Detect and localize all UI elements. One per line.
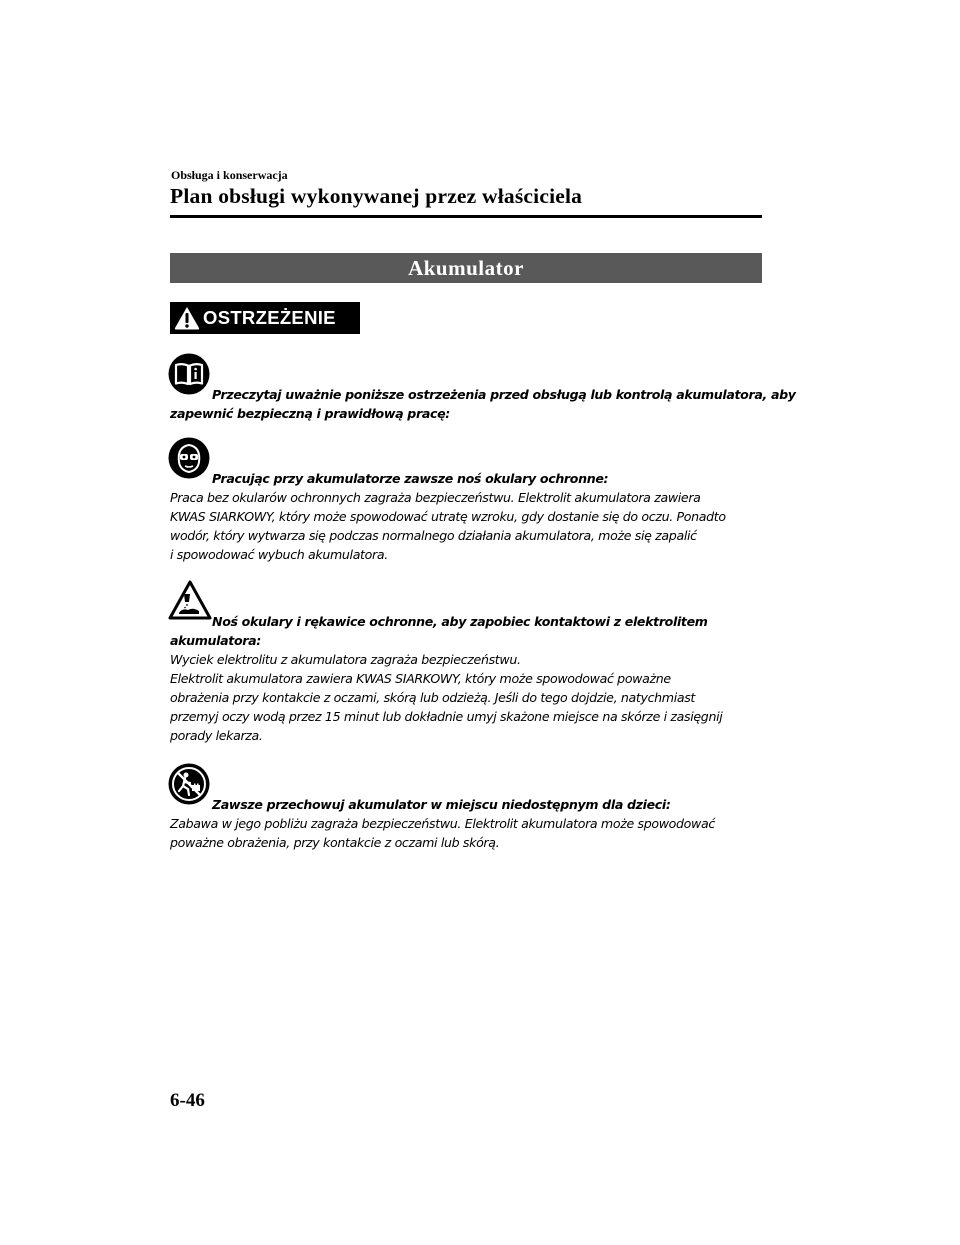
warning-block-manual	[170, 385, 796, 423]
warning-label: OSTRZEŻENIE	[203, 307, 336, 328]
block-body-line: wodór, który wytwarza się podczas normalnego działania akumulatora, może się zapalić	[170, 528, 697, 543]
block-body-line: i spowodować wybuch akumulatora.	[170, 547, 388, 562]
block-body-line: Zabawa w jego pobliżu zagraża bezpieczeństwu. Elektrolit akumulatora może spowodować	[170, 816, 715, 831]
title-divider	[170, 215, 762, 218]
block-heading-line: Zawsze przechowuj akumulator w miejscu niedostępnym dla dzieci:	[212, 797, 671, 812]
block-body-line: przemyj oczy wodą przez 15 minut lub dokładnie umyj skażone miejsce na skórze i zasięgnij	[170, 709, 723, 724]
block-body-line: obrażenia przy kontakcie z oczami, skórą lub odzieżą. Jeśli do tego dojdzie, natychmiast	[170, 690, 696, 705]
block-body-line: Praca bez okularów ochronnych zagraża bezpieczeństwu. Elektrolit akumulatora zawiera	[170, 490, 701, 505]
block-heading-line: akumulatora:	[170, 633, 261, 648]
warning-badge	[170, 302, 360, 334]
block-heading-line: zapewnić bezpieczną i prawidłową pracę:	[170, 406, 450, 421]
warning-block-corrosive	[170, 612, 770, 745]
block-heading-line: Przeczytaj uważnie poniższe ostrzeżenia przed obsługą lub kontrolą akumulatora, aby	[212, 387, 796, 402]
block-body-line: Elektrolit akumulatora zawiera KWAS SIARKOWY, który może spowodować poważne	[170, 671, 671, 686]
block-body-line: porady lekarza.	[170, 728, 263, 743]
block-heading-line: Pracując przy akumulatorze zawsze noś okulary ochronne:	[212, 471, 609, 486]
page-number: 6-46	[170, 1090, 205, 1111]
page-title: Plan obsługi wykonywanej przez właściciela	[170, 184, 583, 208]
section-label: Obsługa i konserwacja	[171, 168, 288, 182]
warning-triangle-icon	[174, 305, 200, 331]
block-heading-line: Noś okulary i rękawice ochronne, aby zapobiec kontaktowi z elektrolitem	[212, 614, 708, 629]
topic-heading: Akumulator	[170, 253, 762, 283]
block-body-line: Wyciek elektrolitu z akumulatora zagraża bezpieczeństwu.	[170, 652, 521, 667]
warning-block-children	[170, 795, 770, 852]
block-body-line: poważne obrażenia, przy kontakcie z oczami lub skórą.	[170, 835, 500, 850]
warning-block-goggles	[170, 469, 770, 564]
block-body-line: KWAS SIARKOWY, który może spowodować utratę wzroku, gdy dostanie się do oczu. Ponadto	[170, 509, 726, 524]
